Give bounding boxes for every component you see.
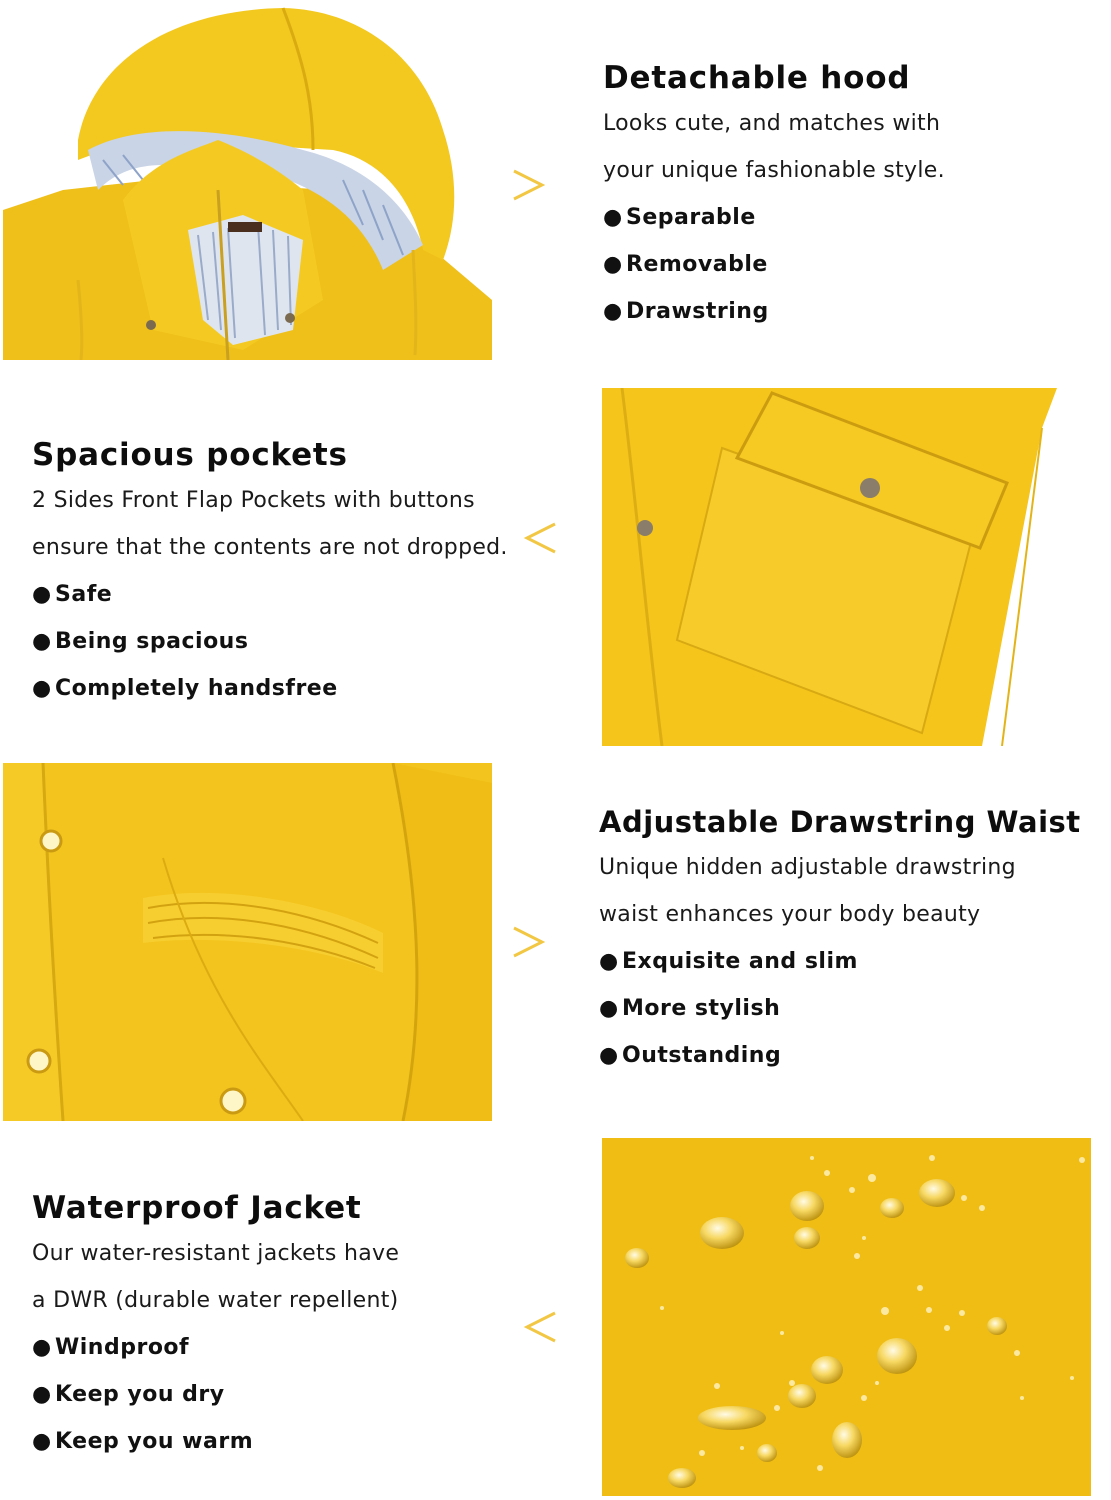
section-adjustable-waist	[599, 804, 1081, 1079]
feature-item: ● More stylish	[599, 985, 1081, 1032]
bullet-icon: ●	[599, 1043, 619, 1068]
feature-list	[603, 194, 945, 335]
section-description	[32, 477, 508, 571]
description-line: ensure that the contents are not dropped.	[32, 535, 508, 560]
chevron-right-icon	[511, 924, 545, 960]
feature-item: ● Completely handsfree	[32, 665, 508, 712]
bullet-icon: ●	[603, 205, 623, 230]
section-description	[32, 1230, 399, 1324]
feature-item: ● Exquisite and slim	[599, 938, 1081, 985]
description-line: your unique fashionable style.	[603, 158, 945, 183]
section-description	[599, 844, 1081, 938]
description-line: Unique hidden adjustable drawstring	[599, 855, 1016, 880]
feature-item: ● Separable	[603, 194, 945, 241]
feature-item: ● Removable	[603, 241, 945, 288]
bullet-icon: ●	[603, 299, 623, 324]
bullet-icon: ●	[32, 629, 52, 654]
feature-item: ● Windproof	[32, 1324, 399, 1371]
feature-item: ● Keep you warm	[32, 1418, 399, 1465]
description-line: a DWR (durable water repellent)	[32, 1288, 399, 1313]
feature-item: ● Safe	[32, 571, 508, 618]
waist-photo	[3, 763, 492, 1121]
feature-item: ● Being spacious	[32, 618, 508, 665]
bullet-icon: ●	[32, 1335, 52, 1360]
bullet-icon: ●	[599, 949, 619, 974]
description-line: Looks cute, and matches with	[603, 111, 941, 136]
description-line: Our water-resistant jackets have	[32, 1241, 400, 1266]
section-title: Detachable hood	[603, 60, 911, 96]
chevron-left-icon	[524, 1309, 558, 1345]
feature-list	[32, 1324, 399, 1465]
description-line: waist enhances your body beauty	[599, 902, 981, 927]
bullet-icon: ●	[599, 996, 619, 1021]
description-line: 2 Sides Front Flap Pockets with buttons	[32, 488, 475, 513]
feature-item: ● Drawstring	[603, 288, 945, 335]
water-droplets-photo	[602, 1138, 1091, 1496]
bullet-icon: ●	[32, 582, 52, 607]
section-spacious-pockets	[32, 437, 508, 712]
feature-item: ● Outstanding	[599, 1032, 1081, 1079]
section-waterproof-jacket	[32, 1190, 399, 1465]
pocket-photo	[602, 388, 1057, 746]
bullet-icon: ●	[32, 676, 52, 701]
section-title: Waterproof Jacket	[32, 1190, 362, 1226]
chevron-right-icon	[511, 167, 545, 203]
section-detachable-hood	[603, 60, 945, 335]
bullet-icon: ●	[32, 1382, 52, 1407]
hood-photo	[3, 0, 492, 360]
chevron-left-icon	[524, 520, 558, 556]
section-title: Spacious pockets	[32, 437, 348, 473]
feature-list	[599, 938, 1081, 1079]
feature-item: ● Keep you dry	[32, 1371, 399, 1418]
bullet-icon: ●	[603, 252, 623, 277]
section-description	[603, 100, 945, 194]
feature-list	[32, 571, 508, 712]
section-title: Adjustable Drawstring Waist	[599, 805, 1081, 839]
bullet-icon: ●	[32, 1429, 52, 1454]
